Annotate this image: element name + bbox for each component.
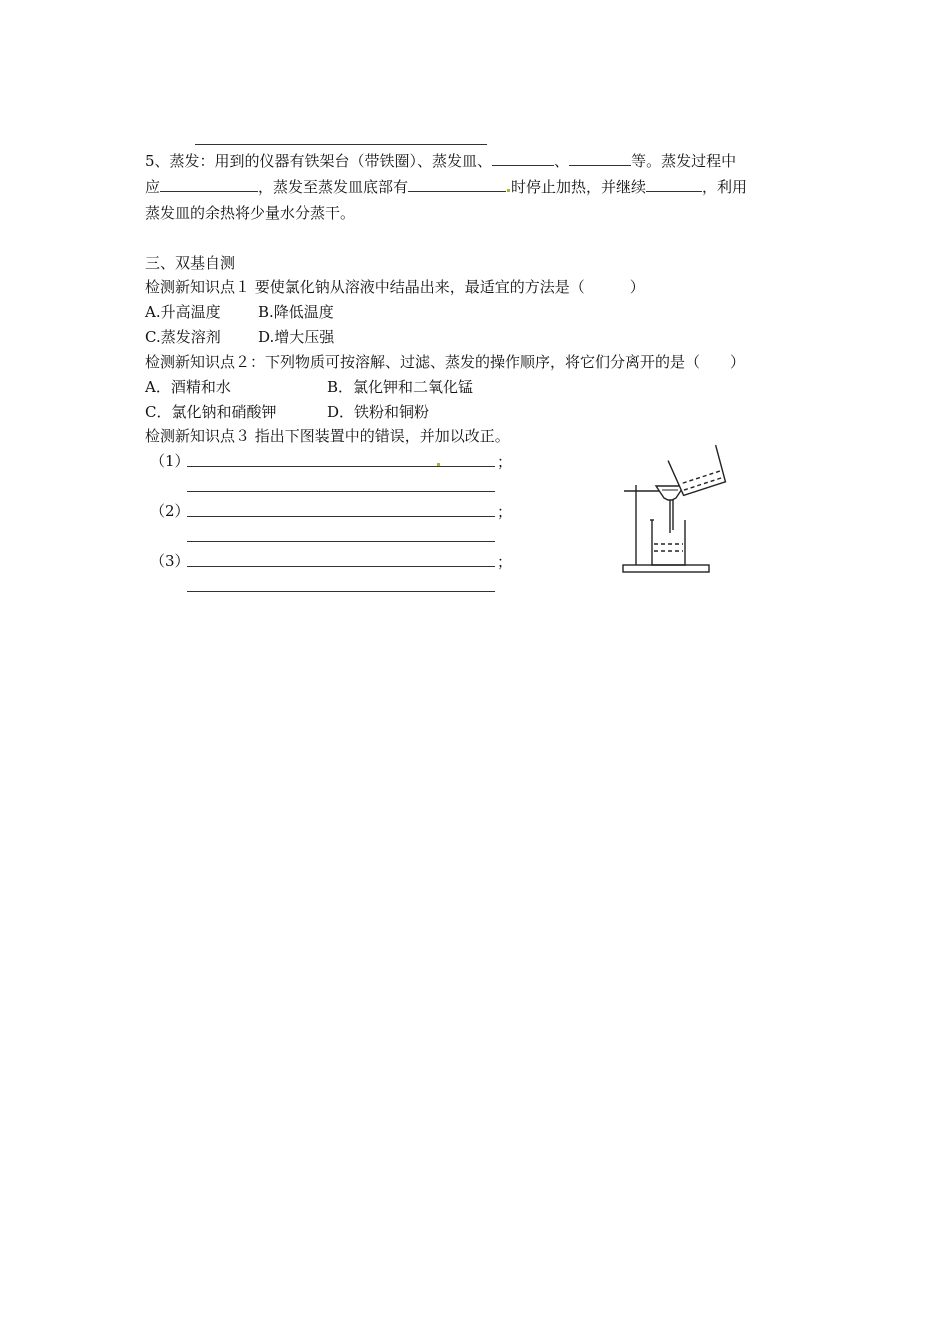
q1-option-b[interactable]: B.降低温度 bbox=[258, 303, 334, 321]
section5-text-3: 蒸发皿的余热将少量水分蒸干。 bbox=[145, 204, 356, 222]
answer-line-1b[interactable] bbox=[187, 491, 495, 492]
semicolon-1: ； bbox=[497, 453, 513, 471]
section5-line2 bbox=[145, 176, 747, 198]
blank-continue[interactable] bbox=[646, 176, 702, 192]
q2-options-row2 bbox=[145, 401, 429, 423]
section5-line3 bbox=[145, 202, 355, 224]
q2-option-c[interactable]: C．氯化钠和硝酸钾 bbox=[145, 403, 277, 421]
section5-text-2a: 应 bbox=[145, 178, 161, 196]
top-answer-line bbox=[195, 144, 487, 145]
answer-label-1: （1） bbox=[150, 452, 190, 470]
answer-line-2a[interactable] bbox=[187, 516, 495, 517]
q1-option-c[interactable]: C.蒸发溶剂 bbox=[145, 328, 221, 346]
answer-label-3: （3） bbox=[150, 552, 190, 570]
section5-line1 bbox=[145, 150, 736, 172]
answer-line-2b[interactable] bbox=[187, 541, 495, 542]
q2-options-row1 bbox=[145, 376, 473, 398]
answer-line-3b[interactable] bbox=[187, 591, 495, 592]
q2-text: 检测新知识点２：下列物质可按溶解、过滤、蒸发的操作顺序，将它们分离开的是（ ） bbox=[145, 353, 746, 371]
q2-option-a[interactable]: A．酒精和水 bbox=[145, 378, 231, 396]
semicolon-2: ； bbox=[497, 503, 513, 521]
filtration-apparatus-diagram bbox=[618, 440, 738, 580]
blank-residue[interactable] bbox=[408, 176, 506, 192]
edit-marker bbox=[507, 189, 510, 192]
blank-process[interactable] bbox=[160, 176, 258, 192]
section3-heading: 三、双基自测 bbox=[145, 254, 236, 272]
beaker bbox=[652, 520, 685, 565]
answer-label-2: （2） bbox=[150, 502, 190, 520]
q1-option-a[interactable]: A.升高温度 bbox=[145, 303, 221, 321]
q1-options-row1 bbox=[145, 301, 334, 323]
section5-text-2b: ，蒸发至蒸发皿底部有 bbox=[258, 178, 409, 196]
section5-text-1a: 5、蒸发：用到的仪器有铁架台（带铁圈）、蒸发皿、 bbox=[145, 152, 493, 170]
answer-line-3a[interactable] bbox=[187, 566, 495, 567]
q2-option-b[interactable]: B．氯化钾和二氧化锰 bbox=[327, 378, 474, 396]
answer-line-1a[interactable] bbox=[187, 466, 495, 467]
section5-sep: 、 bbox=[554, 152, 570, 170]
q3-text: 检测新知识点３ 指出下图装置中的错误，并加以改正。 bbox=[145, 427, 510, 445]
section5-text-1b: 等。蒸发过程中 bbox=[631, 152, 737, 170]
section5-text-2c: 时停止加热，并继续 bbox=[511, 178, 647, 196]
q1-options-row2 bbox=[145, 326, 334, 348]
blank-instrument-2[interactable] bbox=[569, 150, 631, 166]
stand-base bbox=[623, 565, 709, 572]
blank-instrument-1[interactable] bbox=[492, 150, 554, 166]
q2-option-d[interactable]: D．铁粉和铜粉 bbox=[327, 403, 430, 421]
edit-marker-2 bbox=[437, 463, 440, 466]
section5-text-2d: ，利用 bbox=[702, 178, 748, 196]
q1-text: 检测新知识点１ 要使氯化钠从溶液中结晶出来，最适宜的方法是（ ） bbox=[145, 278, 645, 296]
q1-option-d[interactable]: D.增大压强 bbox=[258, 328, 335, 346]
semicolon-3: ； bbox=[497, 553, 513, 571]
